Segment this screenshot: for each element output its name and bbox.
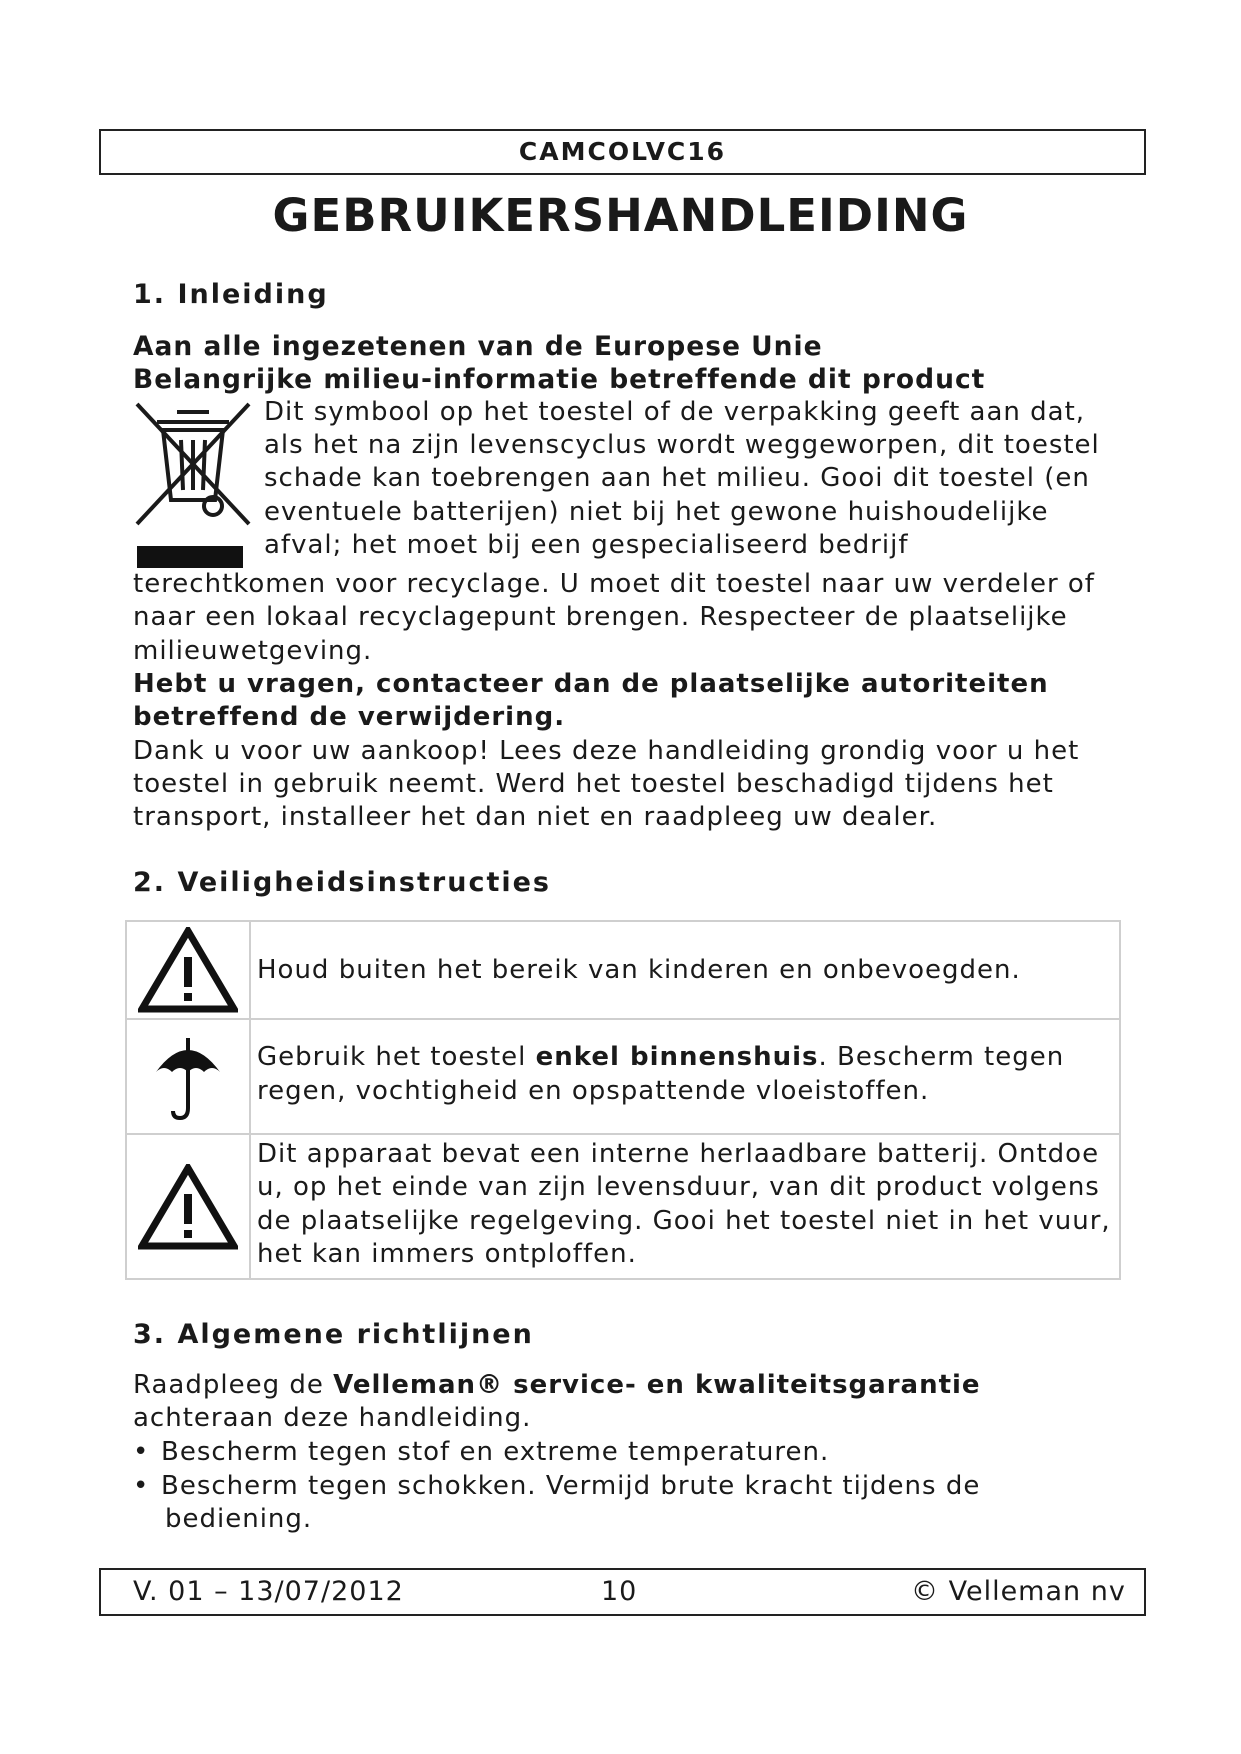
safety-row [127,922,1119,1020]
weee-line-4: eventuele batterijen) niet bij het gewone huishoudelijke [264,497,1049,527]
recycling-line-3: milieuwetgeving. [133,636,373,666]
safety-table [125,920,1121,1280]
header-box [99,129,1146,175]
guarantee-emphasis: Velleman® service- en kwaliteitsgarantie [333,1370,981,1400]
weee-bin-icon [133,400,253,580]
version-date: V. 01 – 13/07/2012 [133,1576,404,1607]
weee-line-1: Dit symbool op het toestel of de verpakking geeft aan dat, [264,397,1086,427]
safety-row [127,1020,1119,1135]
safety-text-battery-line-1: Dit apparaat bevat een interne herlaadbare batterij. Ontdoe [257,1139,1100,1169]
thanks-line-2: toestel in gebruik neemt. Werd het toestel beschadigd tijdens het [133,769,1054,799]
safety-text-battery-line-4: het kan immers ontploffen. [257,1239,637,1269]
page-number: 10 [601,1576,638,1607]
safety-row [127,1135,1119,1278]
eu-heading: Aan alle ingezetenen van de Europese Unie [133,331,823,362]
safety-text-battery-line-3: de plaatselijke regelgeving. Gooi het toestel niet in het vuur, [257,1206,1111,1236]
weee-line-5: afval; het moet bij een gespecialiseerd bedrijf [264,530,909,560]
weee-line-3: schade kan toebrengen aan het milieu. Gooi dit toestel (en [264,463,1090,493]
thanks-line-3: transport, installeer het dan niet en raadpleeg uw dealer. [133,802,938,832]
guarantee-reference-line-1: Raadpleeg de Velleman® service- en kwaliteitsgarantie [133,1370,981,1400]
guidelines-list [133,1436,980,1503]
safety-text-indoor-line-2: regen, vochtigheid en opspattende vloeistoffen. [257,1076,930,1106]
questions-line-1: Hebt u vragen, contacteer dan de plaatselijke autoriteiten [133,669,1049,699]
section-heading-general: 3. Algemene richtlijnen [133,1319,534,1350]
weee-line-2: als het na zijn levenscyclus wordt weggeworpen, dit toestel [264,430,1100,460]
indoor-only-emphasis: enkel binnenshuis [535,1042,819,1072]
safety-text-battery-line-2: u, op het einde van zijn levensduur, van dit product volgens [257,1172,1100,1202]
list-item: • Bescherm tegen stof en extreme temperaturen. [133,1436,980,1470]
safety-text-children: Houd buiten het bereik van kinderen en onbevoegden. [257,955,1021,985]
footer [99,1568,1146,1616]
safety-text-indoor-line-1: Gebruik het toestel enkel binnenshuis. Bescherm tegen [257,1042,1065,1072]
umbrella-icon [153,1032,223,1122]
recycling-line-2: naar een lokaal recyclagepunt brengen. Respecteer de plaatselijke [133,602,1068,632]
questions-line-2: betreffend de verwijdering. [133,702,566,732]
list-item-continuation: bediening. [165,1504,313,1534]
warning-icon [138,927,238,1013]
guarantee-reference-line-2: achteraan deze handleiding. [133,1403,532,1433]
model-number: CAMCOLVC16 [518,137,727,166]
warning-icon [138,1164,238,1250]
thanks-line-1: Dank u voor uw aankoop! Lees deze handleiding grondig voor u het [133,736,1080,766]
section-heading-safety: 2. Veiligheidsinstructies [133,867,551,898]
list-item: • Bescherm tegen schokken. Vermijd brute kracht tijdens de [133,1470,980,1504]
recycling-line-1: terechtkomen voor recyclage. U moet dit toestel naar uw verdeler of [133,569,1095,599]
page-title: GEBRUIKERSHANDLEIDING [272,189,969,242]
environment-heading: Belangrijke milieu-informatie betreffende dit product [133,364,986,395]
copyright: © Velleman nv [911,1576,1126,1607]
section-heading-introduction: 1. Inleiding [133,279,329,310]
